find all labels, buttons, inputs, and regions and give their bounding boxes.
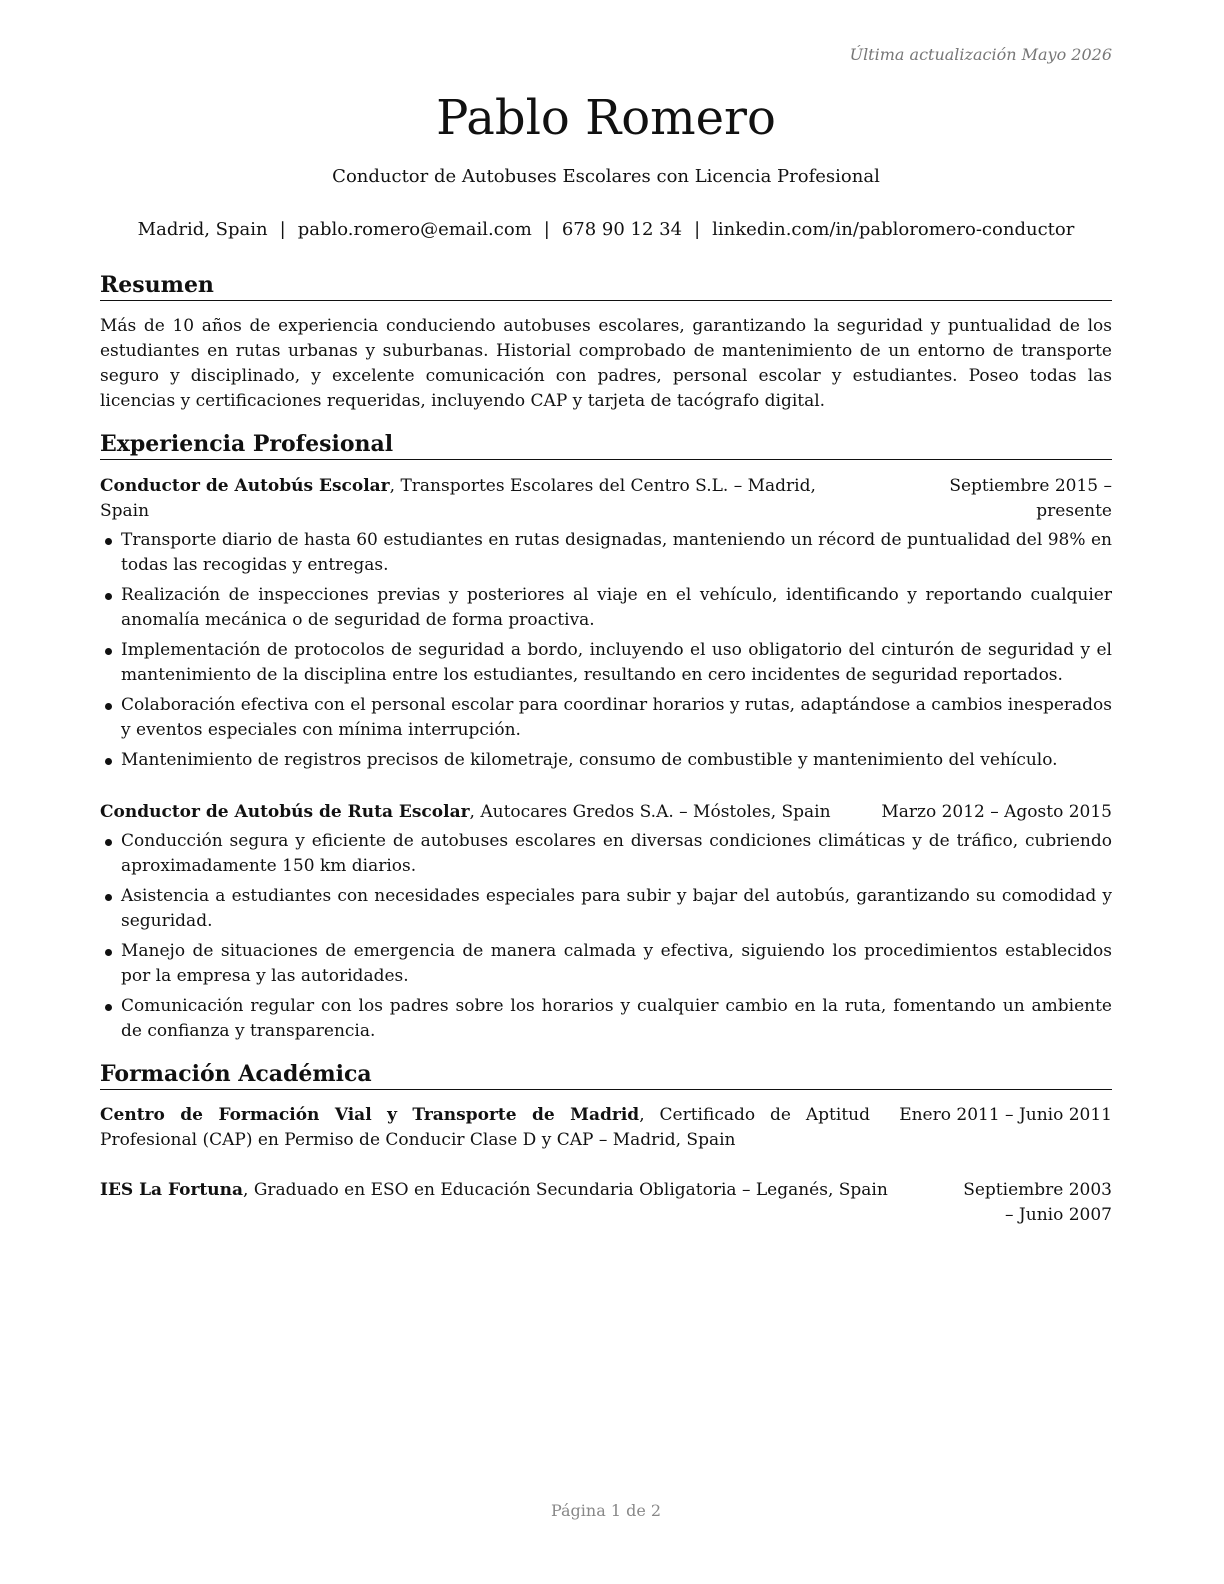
list-item: Comunicación regular con los padres sobre los horarios y cualquier cambio en la ruta, fomentando un ambiente de confianza y transparencia. xyxy=(100,994,1112,1044)
list-item: Implementación de protocolos de seguridad a bordo, incluyendo el uso obligatorio del cinturón de seguridad y el mantenimiento de la disciplina entre los estudiantes, resultando en cero incidentes de seguridad reportados. xyxy=(100,638,1112,688)
entry-heading xyxy=(100,474,852,524)
entry-dates: Septiembre 2003 – Junio 2007 xyxy=(963,1180,1112,1225)
entry-dates: Enero 2011 – Junio 2011 xyxy=(899,1105,1112,1125)
school-name: IES La Fortuna xyxy=(100,1180,244,1200)
degree-info: , Certificado de Aptitud Profesional (CAP) en Permiso de Conducir Clase D y CAP – Madrid, Spain xyxy=(100,1105,870,1150)
separator: | xyxy=(279,219,286,240)
company-info: , Autocares Gredos S.A. – Móstoles, Spain xyxy=(469,802,831,822)
education-entry xyxy=(100,1178,1112,1228)
experience-entry xyxy=(100,800,1112,1049)
contact-line xyxy=(100,219,1112,240)
school-name: Centro de Formación Vial y Transporte de Madrid xyxy=(100,1105,640,1125)
contact-linkedin[interactable]: linkedin.com/in/pabloromero-conductor xyxy=(712,219,1075,240)
list-item: Colaboración efectiva con el personal escolar para coordinar horarios y rutas, adaptándose a cambios inesperados y eventos especiales con mínima interrupción. xyxy=(100,693,1112,743)
entry-header xyxy=(100,800,1112,825)
summary-text: Más de 10 años de experiencia conduciendo autobuses escolares, garantizando la seguridad y puntualidad de los estudiantes en rutas urbanas y suburbanas. Historial comprobado de mantenimiento de un entorno de transporte seguro y disciplinado, y excelente comunicación con padres, personal escolar y estudiantes. Poseo todas las licencias y certificaciones requeridas, incluyendo CAP y tarjeta de tacógrafo digital. xyxy=(100,316,1112,411)
list-item: Realización de inspecciones previas y posteriores al viaje en el vehículo, identificando y reportando cualquier anomalía mecánica o de seguridad de forma proactiva. xyxy=(100,583,1112,633)
role-title: Conductor de Autobús Escolar xyxy=(100,476,390,496)
role-title: Conductor de Autobús de Ruta Escolar xyxy=(100,802,470,822)
entry-header xyxy=(100,474,1112,524)
job-title: Conductor de Autobuses Escolares con Licencia Profesional xyxy=(332,166,880,187)
experience-entry xyxy=(100,474,1112,778)
section-title-summary: Resumen xyxy=(100,271,1112,301)
contact-phone: 678 90 12 34 xyxy=(561,219,683,240)
list-item: Manejo de situaciones de emergencia de manera calmada y efectiva, siguiendo los procedimientos establecidos por la empresa y las autoridades. xyxy=(100,939,1112,989)
entry-dates: Septiembre 2015 – presente xyxy=(949,476,1112,521)
separator: | xyxy=(694,219,701,240)
list-item: Transporte diario de hasta 60 estudiantes en rutas designadas, manteniendo un récord de puntualidad del 98% en todas las recogidas y entregas. xyxy=(100,528,1112,578)
entry-dates: Marzo 2012 – Agosto 2015 xyxy=(881,802,1112,822)
section-title-education: Formación Académica xyxy=(100,1060,1112,1090)
achievement-list xyxy=(100,829,1112,1044)
list-item: Conducción segura y eficiente de autobuses escolares en diversas condiciones climáticas y de tráfico, cubriendo aproximadamente 150 km diarios. xyxy=(100,829,1112,879)
entry-header xyxy=(100,1178,1112,1228)
page-number: Página 1 de 2 xyxy=(550,1501,662,1520)
entry-heading xyxy=(100,1103,870,1153)
last-updated: Última actualización Mayo 2026 xyxy=(849,45,1112,64)
entry-heading xyxy=(100,1178,888,1228)
separator: | xyxy=(543,219,550,240)
company-info: , Transportes Escolares del Centro S.L. – Madrid, Spain xyxy=(100,476,816,521)
resume-page xyxy=(100,0,1112,1584)
page-title: Pablo Romero xyxy=(436,90,776,146)
list-item: Mantenimiento de registros precisos de kilometraje, consumo de combustible y mantenimiento del vehículo. xyxy=(100,748,1112,773)
achievement-list xyxy=(100,528,1112,773)
contact-email[interactable]: pablo.romero@email.com xyxy=(297,219,532,240)
section-title-experience: Experiencia Profesional xyxy=(100,430,1112,460)
entry-heading xyxy=(100,800,831,825)
contact-location: Madrid, Spain xyxy=(137,219,268,240)
degree-info: , Graduado en ESO en Educación Secundaria Obligatoria – Leganés, Spain xyxy=(243,1180,888,1200)
entry-header xyxy=(100,1103,1112,1153)
education-entry xyxy=(100,1103,1112,1153)
list-item: Asistencia a estudiantes con necesidades especiales para subir y bajar del autobús, garantizando su comodidad y seguridad. xyxy=(100,884,1112,934)
